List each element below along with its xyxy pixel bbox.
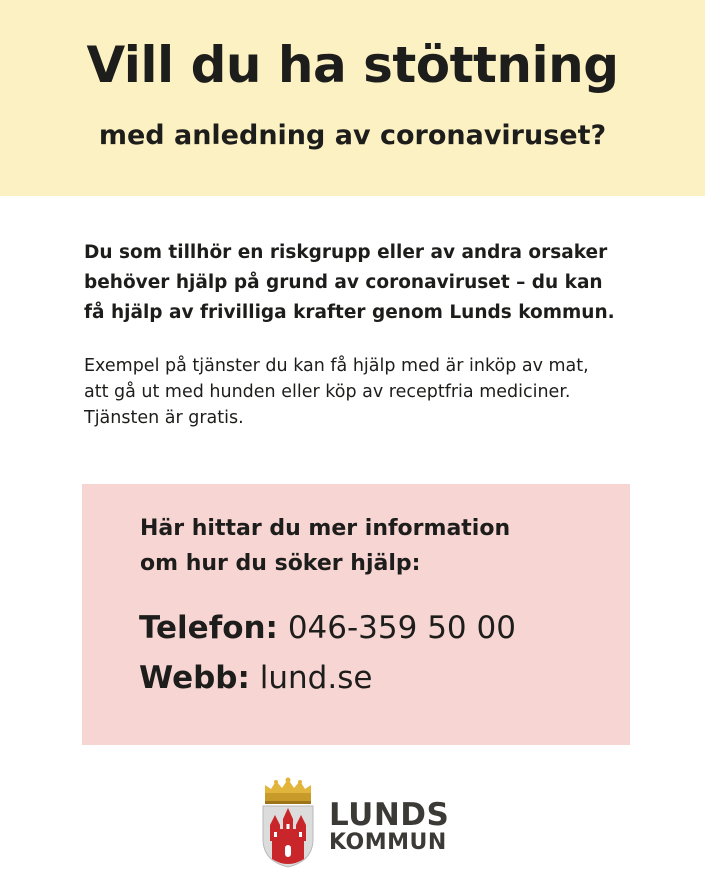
body-line: Tjänsten är gratis. bbox=[84, 408, 244, 428]
logo-line-2: KOMMUN bbox=[329, 830, 447, 855]
body-line: att gå ut med hunden eller köp av receptfria mediciner. bbox=[84, 382, 571, 402]
lead-line: Du som tillhör en riskgrupp eller av andra orsaker bbox=[84, 242, 608, 263]
lead-paragraph bbox=[84, 238, 664, 328]
body-line: Exempel på tjänster du kan få hjälp med är inköp av mat, bbox=[84, 356, 589, 376]
info-box bbox=[82, 484, 630, 745]
page-subtitle: med anledning av coronaviruset? bbox=[98, 120, 607, 151]
header-banner bbox=[0, 0, 705, 196]
lead-line: behöver hjälp på grund av coronaviruset – du kan bbox=[84, 272, 603, 293]
info-heading bbox=[140, 511, 510, 581]
body-paragraph bbox=[84, 353, 664, 431]
lead-line: få hjälp av frivilliga krafter genom Lunds kommun. bbox=[84, 302, 615, 323]
lund-coat-of-arms-icon bbox=[259, 777, 317, 869]
info-heading-line: Här hittar du mer information bbox=[140, 516, 511, 541]
web-label: Webb: bbox=[139, 660, 250, 696]
web-link[interactable]: lund.se bbox=[259, 660, 373, 696]
page-title: Vill du ha stöttning bbox=[86, 36, 619, 94]
web-line bbox=[139, 656, 372, 700]
phone-number[interactable]: 046-359 50 00 bbox=[287, 610, 516, 646]
logo-line-1: LUNDS bbox=[329, 797, 450, 833]
logo-wordmark bbox=[329, 799, 449, 855]
lunds-kommun-logo bbox=[259, 777, 459, 867]
phone-label: Telefon: bbox=[139, 610, 278, 646]
info-heading-line: om hur du söker hjälp: bbox=[140, 551, 421, 576]
phone-line bbox=[139, 606, 516, 650]
